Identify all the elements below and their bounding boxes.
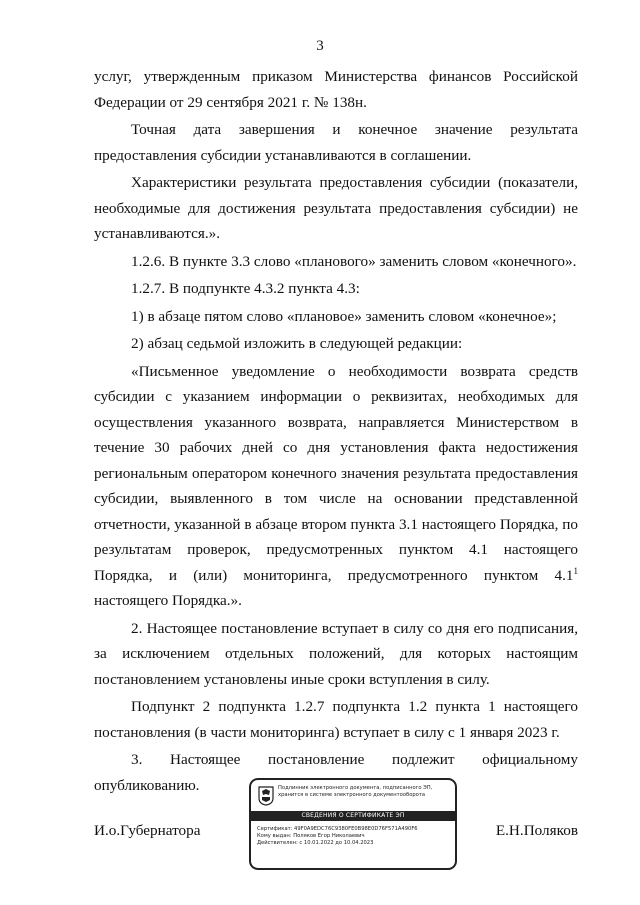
stamp-details — [257, 826, 451, 848]
paragraph: 2. Настоящее постановление вступает в силу со дня его подписания, за исключением отдельных положений, для которых настоящим постановлением установлены иные сроки вступления в силу. — [94, 619, 578, 688]
paragraph-quoted-amendment — [94, 359, 578, 614]
paragraph: Точная дата завершения и конечное значение результата предоставления субсидии устанавливаются в соглашении. — [94, 121, 578, 164]
certificate-number: Сертификат: 49F0A9EDC76C9380FE0B98E0D76F571A490F6 — [257, 826, 418, 832]
stamp-header: Подлинник электронного документа, подписанного ЭП, хранится в системе электронного документооборота — [278, 785, 433, 798]
paragraph: 3. Настоящее постановление подлежит официальному опубликованию. — [94, 751, 578, 794]
paragraph: Подпункт 2 подпункта 1.2.7 подпункта 1.2 пункта 1 настоящего постановления (в части мониторинга) вступает в силу с 1 января 2023 г. — [94, 698, 578, 741]
paragraph: 2) абзац седьмой изложить в следующей редакции: — [131, 335, 463, 352]
certificate-validity: Действителен: с 10.01.2022 до 10.04.2023 — [257, 840, 374, 847]
paragraph: 1.2.6. В пункте 3.3 слово «планового» заменить словом «конечного». — [131, 252, 577, 270]
paragraph: 1.2.7. В подпункте 4.3.2 пункта 4.3: — [131, 280, 360, 297]
paragraph: Характеристики результата предоставления субсидии (показатели, необходимые для достижения результата предоставления субсидии) не устанавливаются.». — [94, 174, 578, 242]
superscript: 1 — [573, 565, 578, 576]
signer-title: И.о.Губернатора — [94, 822, 201, 839]
coat-of-arms-icon — [258, 786, 274, 806]
paragraph-text-tail: настоящего Порядка.». — [94, 592, 242, 609]
paragraph: услуг, утвержденным приказом Министерства финансов Российской Федерации от 29 сентября 2021 г. № 138н. — [94, 68, 578, 111]
page-number: 3 — [316, 38, 324, 54]
paragraph: 1) в абзаце пятом слово «плановое» заменить словом «конечное»; — [131, 307, 557, 325]
signer-name: Е.Н.Поляков — [495, 822, 578, 839]
paragraph-text: «Письменное уведомление о необходимости возврата средств субсидии с указанием информации о реквизитах, необходимых для осуществления указанного возврата, направляется Министерством в течение 30 рабочих дней со дня установления факта недостижения региональным оператором конечного значения результата предоставления субсидии, выявленного в том числе на основании представленной отчетности, указанной в абзаце втором пункта 3.1 настоящего Порядка, по результатам проверок, предусмотренных пунктом 4.1 настоящего Порядка, и (или) мониторинга, предусмотренного пунктом 4.1 — [94, 362, 578, 584]
certificate-owner: Кому выдан: Поляков Егор Николаевич — [257, 833, 365, 840]
document-body — [94, 64, 578, 800]
stamp-title-bar: СВЕДЕНИЯ О СЕРТИФИКАТЕ ЭП — [251, 811, 455, 821]
electronic-signature-stamp — [249, 778, 457, 870]
